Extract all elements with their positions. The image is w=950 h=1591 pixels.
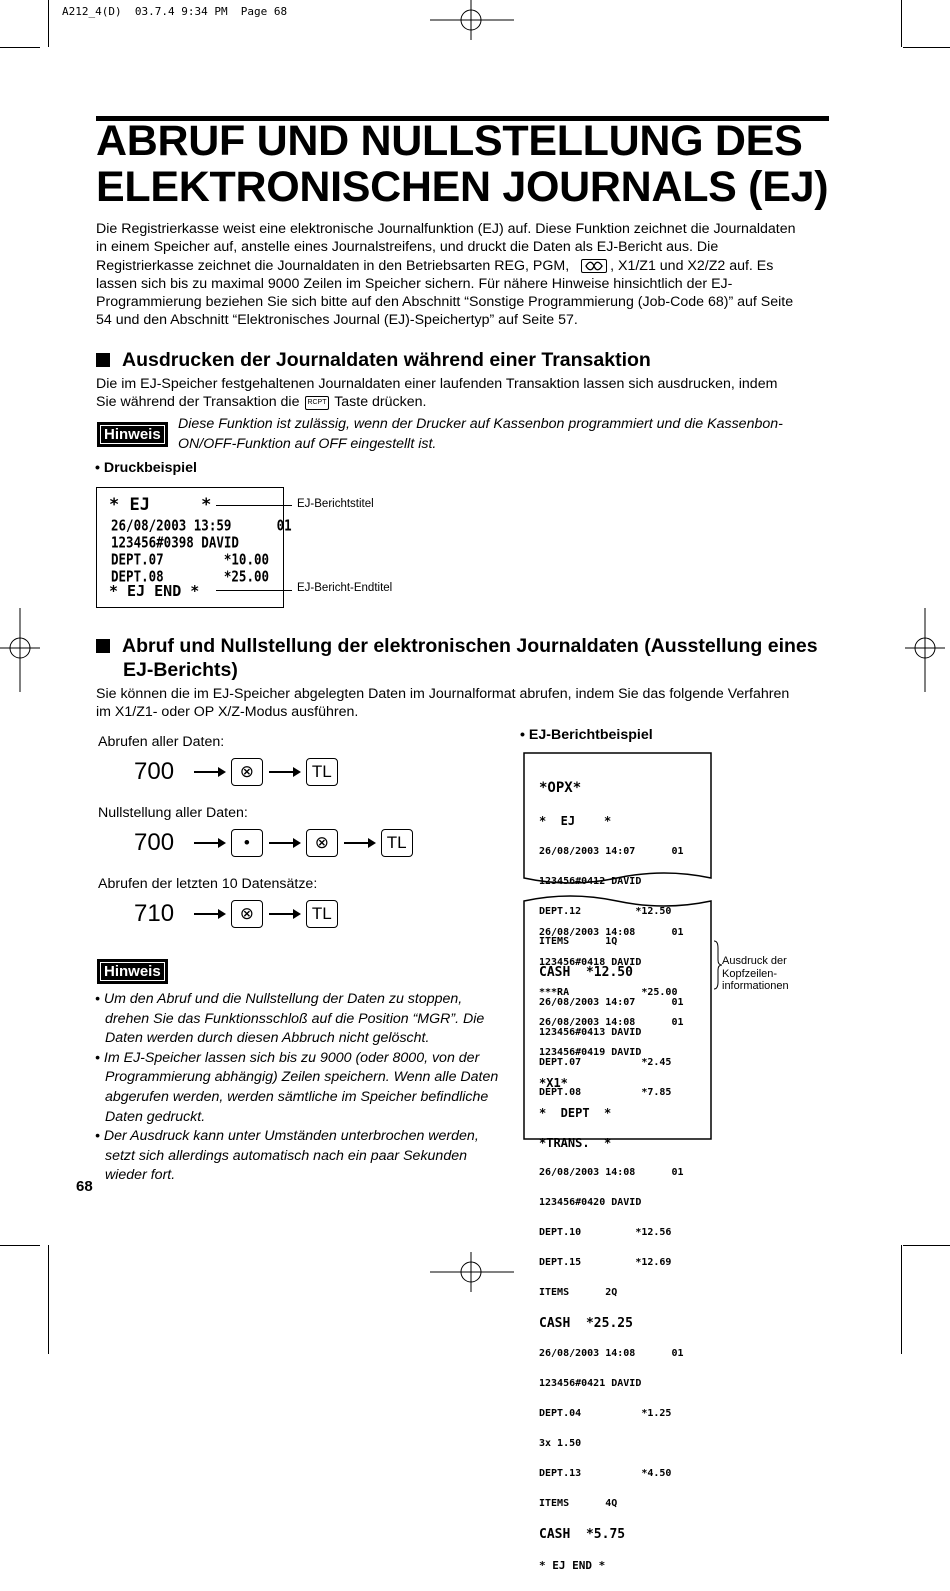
arrow-right-icon <box>269 842 299 844</box>
list-item: • Der Ausdruck kann unter Umständen unterbrochen werden, setzt sich allerdings automatisch nach ein paar Sekunden wieder fort. <box>95 1128 479 1184</box>
receipt-line: DEPT.07 *10.00 <box>111 550 270 569</box>
registration-mark-top <box>430 0 514 40</box>
crop-mark <box>903 47 950 48</box>
tape-line: 123456#0420 DAVID <box>539 1197 642 1208</box>
procedure-1-keys <box>134 758 338 786</box>
receipt-line: * EJ END * <box>109 582 200 600</box>
arrow-right-icon <box>194 842 224 844</box>
list-item: • Im EJ-Speicher lassen sich bis zu 9000 (oder 8000, von der Programmierung abhängig) Zeilen speichern. Wenn alle Daten abgerufen werden, werden sämtliche im Speicher befindliche Daten gedruckt. <box>95 1049 499 1125</box>
tape-line: DEPT.15 *12.69 <box>539 1257 672 1268</box>
crop-mark <box>901 0 902 47</box>
tape-line: 26/08/2003 14:08 01 <box>539 1167 684 1178</box>
tape-line: 26/08/2003 14:08 01 <box>539 1348 684 1359</box>
procedure-3-keys <box>134 900 338 928</box>
title-line-1: ABRUF UND NULLSTELLUNG DES <box>96 117 803 165</box>
receipt-line: 123456#0398 DAVID <box>111 533 239 552</box>
list-item: • Um den Abruf und die Nullstellung der Daten zu stoppen, drehen Sie das Funktionsschloß auf die Position “MGR”. Die Daten werden durch diesen Abbruch nicht gelöscht. <box>95 991 485 1047</box>
tape-line: DEPT.13 *4.50 <box>539 1468 672 1479</box>
tape-line: ITEMS 2Q <box>539 1287 618 1298</box>
hinweis-badge-1: Hinweis <box>97 422 168 447</box>
print-example-label: • Druckbeispiel <box>95 460 197 476</box>
tape-line: DEPT.08 *7.85 <box>539 1087 672 1098</box>
tape-line: 123456#0418 DAVID <box>539 957 642 968</box>
receipt-line: 26/08/2003 13:59 01 <box>111 516 292 535</box>
intro-paragraph: Die Registrierkasse weist eine elektronische Journalfunktion (EJ) auf. Diese Funktion zeichnet die Journaldaten in einem Speicher auf, anstelle eines Journalstreifens, und druckt die Daten als EJ-Bericht aus. Die Registrierkasse zeichnet die Journaldaten in den Betriebsarten REG, PGM, , X1/Z1 und X2/Z2 auf. Es lassen sich bis zu maximal 9000 Zeilen im Speicher sichern. Für nähere Hinweise hinsichtlich der EJ- Programmierung beziehen Sie sich bitte auf den Abschnitt “Sonstige Programmierung (Job-Code 68)” auf Seite 54 und den Abschnitt “Elektronisches Journal (EJ)-Speichertyp” auf Seite 57. <box>96 221 796 329</box>
tape-line: ***RA *25.00 <box>539 987 678 998</box>
procedure-2-keys <box>134 829 413 857</box>
crop-mark <box>48 0 49 47</box>
tape-line: DEPT.12 *12.50 <box>539 906 672 917</box>
receipt-mode-icon <box>581 259 607 273</box>
arrow-right-icon <box>194 771 224 773</box>
rcpt-key-icon: RCPT <box>305 396 328 410</box>
square-bullet-icon <box>96 639 110 653</box>
hinweis-bullet-list <box>93 990 518 1186</box>
tape-line: * EJ END * <box>539 1559 606 1572</box>
receipt-line: * EJ * <box>109 495 212 515</box>
tape-line: ITEMS 1Q <box>539 936 618 947</box>
multiply-key[interactable]: ⊗ <box>306 829 338 857</box>
tape-line: *OPX* <box>539 780 582 796</box>
callout-end-label: EJ-Bericht-Endtitel <box>297 582 393 594</box>
arrow-right-icon <box>344 842 374 844</box>
report-example-label: • EJ-Berichtbeispiel <box>520 727 653 743</box>
hinweis-badge-2: Hinweis <box>97 959 168 984</box>
registration-mark-left <box>0 608 40 692</box>
dot-key[interactable]: • <box>231 829 263 857</box>
tape-line: 26/08/2003 14:07 01 <box>539 997 684 1008</box>
crop-mark <box>48 1245 49 1354</box>
tape-line: * DEPT * <box>539 1106 612 1120</box>
page-title <box>96 118 836 210</box>
callout-line <box>216 505 292 506</box>
tape-line: 123456#0413 DAVID <box>539 1027 642 1038</box>
tape-line: CASH *25.25 <box>539 1316 633 1331</box>
callout-line <box>216 590 292 591</box>
crop-mark <box>901 1245 902 1354</box>
arrow-right-icon <box>269 771 299 773</box>
tape-line: 123456#0412 DAVID <box>539 876 642 887</box>
tape-line: ITEMS 4Q <box>539 1498 618 1509</box>
header-info-callout: Ausdruck der Kopfzeilen- informationen <box>722 955 789 992</box>
callout-title-label: EJ-Berichtstitel <box>297 498 374 510</box>
print-slug: A212_4(D) 03.7.4 9:34 PM Page 68 <box>62 5 288 18</box>
crop-mark <box>0 1245 40 1246</box>
tape-line: CASH *5.75 <box>539 1527 626 1542</box>
procedure-3-label: Abrufen der letzten 10 Datensätze: <box>98 876 318 892</box>
receipt-line: DEPT.08 *25.00 <box>111 567 270 586</box>
number-input: 710 <box>134 900 175 927</box>
tape-line: 26/08/2003 14:07 01 <box>539 846 684 857</box>
tape-line: DEPT.10 *12.56 <box>539 1227 672 1238</box>
crop-mark <box>0 47 40 48</box>
registration-mark-right <box>905 608 945 692</box>
multiply-key[interactable]: ⊗ <box>231 900 263 928</box>
crop-mark <box>903 1245 950 1246</box>
procedure-2-label: Nullstellung aller Daten: <box>98 805 248 821</box>
title-line-2: ELEKTRONISCHEN JOURNALS (EJ) <box>96 163 829 211</box>
number-input: 700 <box>134 758 175 785</box>
tape-line: CASH *12.50 <box>539 965 633 980</box>
report-tape-bottom <box>523 893 712 1572</box>
section-heading-1: Ausdrucken der Journaldaten während einer Transaktion <box>96 348 651 372</box>
tape-line: DEPT.07 *2.45 <box>539 1057 672 1068</box>
tape-line: DEPT.04 *1.25 <box>539 1408 672 1419</box>
tape-line: 3x 1.50 <box>539 1438 582 1449</box>
section1-text: Die im EJ-Speicher festgehaltenen Journaldaten einer laufenden Transaktion lassen sich ausdrucken, indem Sie während der Transaktion die RCPT Taste drücken. <box>96 376 778 411</box>
section-heading-2: Abruf und Nullstellung der elektronischen Journaldaten (Ausstellung eines EJ-Berichts) <box>96 634 836 682</box>
tape-line: * EJ * <box>539 814 612 828</box>
tl-key[interactable]: TL <box>306 900 338 928</box>
tl-key[interactable]: TL <box>306 758 338 786</box>
tape-line: 123456#0419 DAVID <box>539 1047 642 1058</box>
arrow-right-icon <box>194 913 224 915</box>
procedure-1-label: Abrufen aller Daten: <box>98 734 225 750</box>
page-number: 68 <box>76 1178 93 1195</box>
tape-line: *TRANS. * <box>539 1136 612 1150</box>
hinweis-note-1: Diese Funktion ist zulässig, wenn der Drucker auf Kassenbon programmiert und die Kassenbon- ON/OFF-Funktion auf OFF eingestellt ist. <box>178 416 783 452</box>
tape-line: 26/08/2003 14:08 01 <box>539 1017 684 1028</box>
registration-mark-bottom <box>430 1252 514 1292</box>
multiply-key[interactable]: ⊗ <box>231 758 263 786</box>
number-input: 700 <box>134 829 175 856</box>
tape-line: 26/08/2003 14:08 01 <box>539 927 684 938</box>
square-bullet-icon <box>96 353 110 367</box>
arrow-right-icon <box>269 913 299 915</box>
tl-key[interactable]: TL <box>381 829 413 857</box>
section2-text: Sie können die im EJ-Speicher abgelegten Daten im Journalformat abrufen, indem Sie das folgende Verfahren im X1/Z1- oder OP X/Z-Modus ausführen. <box>96 686 790 721</box>
tape-line: 123456#0421 DAVID <box>539 1378 642 1389</box>
tape-line: *X1* <box>539 1076 568 1090</box>
